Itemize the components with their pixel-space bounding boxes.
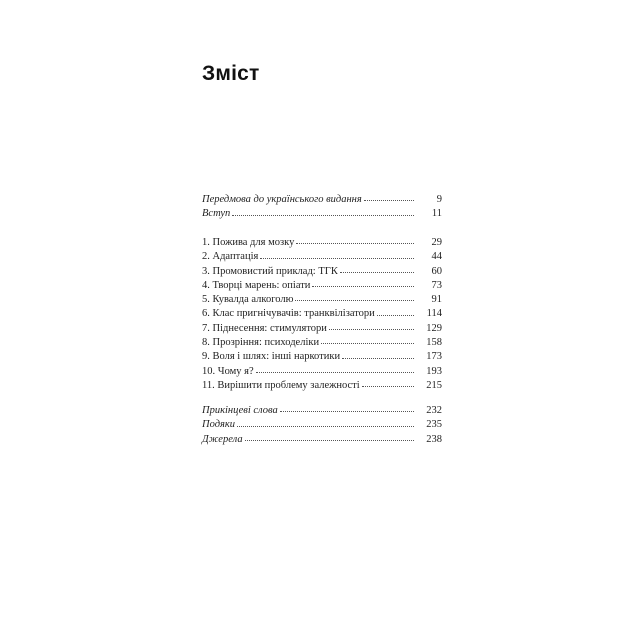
toc-entry-label: 9. Воля і шлях: інші наркотики — [202, 351, 341, 363]
toc-entry[interactable] — [202, 365, 442, 379]
toc-entry-label: Передмова до українського видання — [202, 194, 362, 205]
dot-leader — [342, 357, 414, 359]
page-title: Зміст — [202, 62, 260, 85]
toc-entry[interactable] — [202, 418, 442, 432]
toc-entry-label: 10. Чому я? — [202, 365, 254, 377]
toc-entry[interactable] — [202, 250, 442, 264]
toc-entry-page-number: 11 — [431, 208, 442, 220]
toc-entry[interactable] — [202, 193, 442, 207]
dot-leader — [321, 342, 414, 344]
toc-entry-label: 7. Піднесення: стимулятори — [202, 322, 327, 334]
toc-entry[interactable] — [202, 433, 442, 447]
toc-front-matter — [202, 193, 442, 222]
toc-entry[interactable] — [202, 236, 442, 250]
dot-leader — [364, 199, 414, 201]
dot-leader — [256, 371, 414, 373]
toc-entry-page-number: 73 — [431, 279, 442, 291]
toc-entry-page-number: 232 — [426, 405, 442, 416]
toc-entry-page-number: 193 — [426, 365, 442, 377]
dot-leader — [296, 242, 414, 244]
toc-entry-page-number: 235 — [426, 419, 442, 431]
toc-entry-page-number: 215 — [426, 379, 442, 391]
toc-entry[interactable] — [202, 404, 442, 418]
toc-entry-label: 11. Вирішити проблему залежності — [202, 379, 360, 391]
dot-leader — [232, 214, 414, 216]
toc-entry-label: Джерела — [202, 433, 243, 445]
toc-entry[interactable] — [202, 322, 442, 336]
dot-leader — [377, 314, 414, 316]
toc-entry-label: 5. Кувалда алкоголю — [202, 294, 294, 306]
toc-entry[interactable] — [202, 293, 442, 307]
dot-leader — [329, 328, 414, 330]
dot-leader — [237, 425, 414, 427]
toc-entry[interactable] — [202, 307, 442, 321]
toc-entry-label: 8. Прозріння: психоделіки — [202, 337, 320, 349]
toc-entry[interactable] — [202, 350, 442, 364]
toc-entry[interactable] — [202, 379, 442, 393]
toc-entry-page-number: 158 — [426, 337, 442, 349]
toc-entry-label: 1. Пожива для мозку — [202, 237, 295, 248]
toc-entry-label: Подяки — [202, 419, 236, 431]
toc-entry-label: 2. Адаптація — [202, 251, 259, 263]
toc-entry-page-number: 114 — [426, 308, 442, 320]
toc-chapters — [202, 236, 442, 393]
toc-entry-page-number: 44 — [431, 251, 442, 263]
toc-entry-label: Вступ — [202, 208, 231, 220]
toc-entry-page-number: 60 — [431, 265, 442, 277]
dot-leader — [362, 385, 414, 387]
toc-entry-label: 4. Творці марень: опіати — [202, 279, 311, 291]
toc-entry-label: 6. Клас пригнічувачів: транквілізатори — [202, 308, 375, 320]
dot-leader — [340, 271, 414, 273]
toc-entry-label: Прикінцеві слова — [202, 405, 278, 416]
toc-entry[interactable] — [202, 207, 442, 221]
dot-leader — [245, 439, 414, 441]
toc-entry-page-number: 173 — [426, 351, 442, 363]
toc-entry-page-number: 29 — [431, 237, 442, 248]
toc-entry[interactable] — [202, 265, 442, 279]
toc-back-matter — [202, 404, 442, 447]
dot-leader — [260, 257, 414, 259]
toc-entry-page-number: 9 — [436, 194, 442, 205]
toc-entry-page-number: 91 — [431, 294, 442, 306]
toc-entry-page-number: 129 — [426, 322, 442, 334]
dot-leader — [312, 285, 414, 287]
toc-entry[interactable] — [202, 336, 442, 350]
toc-entry[interactable] — [202, 279, 442, 293]
toc-entry-page-number: 238 — [426, 433, 442, 445]
toc-entry-label: 3. Промовистий приклад: ТГК — [202, 265, 338, 277]
dot-leader — [280, 410, 414, 412]
dot-leader — [295, 299, 414, 301]
